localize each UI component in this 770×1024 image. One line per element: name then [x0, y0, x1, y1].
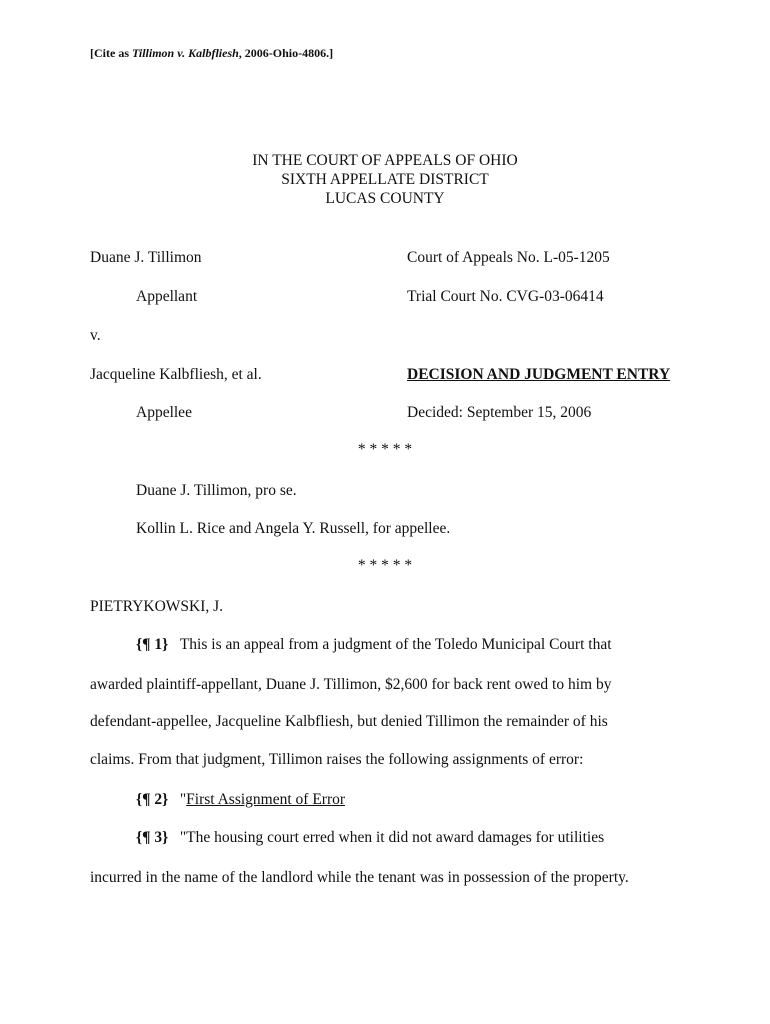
- assignment-heading: First Assignment of Error: [186, 791, 346, 808]
- decided-date: Decided: September 15, 2006: [407, 404, 592, 421]
- separator-stars: * * * * *: [357, 441, 413, 458]
- paragraph-3-line: incurred in the name of the landlord while the tenant was in possession of the property.: [90, 869, 629, 886]
- citation-suffix: , 2006-Ohio-4806.]: [238, 46, 334, 60]
- citation-prefix: [Cite as: [90, 46, 132, 60]
- appellee-name: Jacqueline Kalbfliesh, et al.: [90, 366, 262, 383]
- paragraph-1-line: claims. From that judgment, Tillimon raises the following assignments of error:: [90, 751, 584, 768]
- appellee-role: Appellee: [136, 404, 192, 421]
- paragraph-text: "The housing court erred when it did not award damages for utilities: [179, 829, 605, 846]
- judge-name: PIETRYKOWSKI, J.: [90, 598, 224, 615]
- paragraph-2-first-line: [136, 791, 345, 809]
- citation-line: [90, 46, 333, 61]
- paragraph-1-line: awarded plaintiff-appellant, Duane J. Tillimon, $2,600 for back rent owed to him by: [90, 676, 612, 693]
- trial-court-number: Trial Court No. CVG-03-06414: [407, 288, 604, 305]
- paragraph-text: This is an appeal from a judgment of the Toledo Municipal Court that: [179, 636, 612, 653]
- paragraph-marker: {¶ 2}: [136, 791, 169, 808]
- counsel-appellant: Duane J. Tillimon, pro se.: [136, 482, 297, 499]
- paragraph-1-line: defendant-appellee, Jacqueline Kalbfliesh, but denied Tillimon the remainder of his: [90, 713, 608, 730]
- appellant-role: Appellant: [136, 288, 198, 305]
- district-name: SIXTH APPELLATE DISTRICT: [281, 171, 489, 188]
- entry-title: DECISION AND JUDGMENT ENTRY: [407, 366, 671, 383]
- quote-mark: ": [179, 791, 187, 808]
- appellant-name: Duane J. Tillimon: [90, 249, 202, 266]
- counsel-appellee: Kollin L. Rice and Angela Y. Russell, for appellee.: [136, 520, 451, 537]
- citation-case-name: Tillimon v. Kalbfliesh: [132, 46, 239, 60]
- county-name: LUCAS COUNTY: [325, 190, 445, 207]
- paragraph-1-first-line: [136, 636, 612, 654]
- separator-stars: * * * * *: [357, 557, 413, 574]
- court-name: IN THE COURT OF APPEALS OF OHIO: [252, 152, 518, 169]
- appeals-number: Court of Appeals No. L-05-1205: [407, 249, 610, 266]
- paragraph-marker: {¶ 3}: [136, 829, 169, 846]
- paragraph-marker: {¶ 1}: [136, 636, 169, 653]
- versus-label: v.: [90, 327, 101, 344]
- paragraph-3-first-line: [136, 829, 604, 847]
